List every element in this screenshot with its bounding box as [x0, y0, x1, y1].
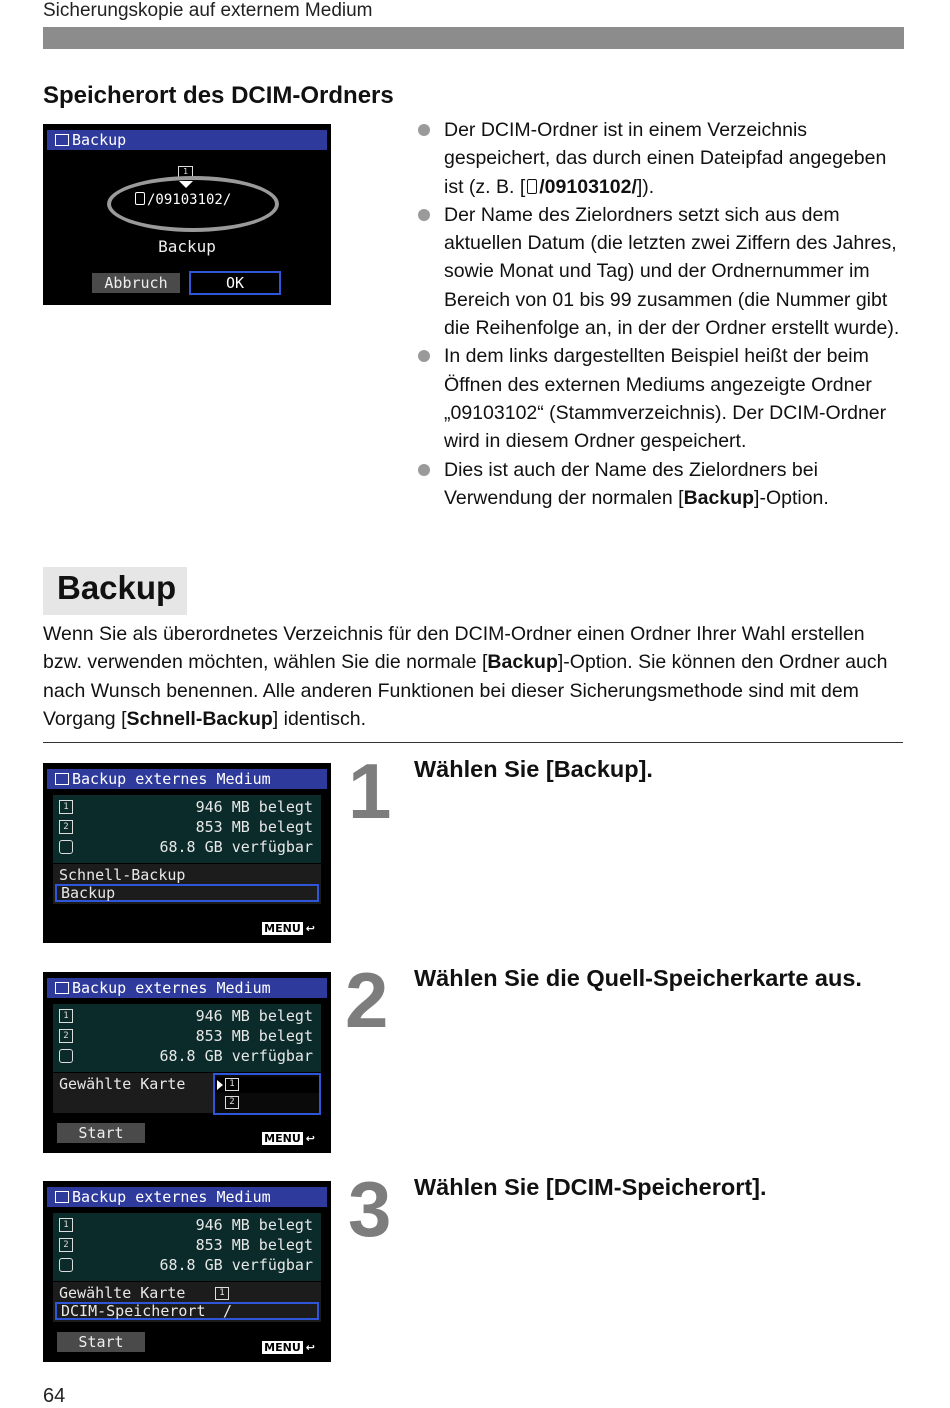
- backup-icon: [55, 134, 69, 146]
- card-icon: [59, 1238, 73, 1252]
- backup-intro: [43, 620, 908, 733]
- path-value: /: [223, 1302, 233, 1320]
- screen-title-bar: [47, 978, 327, 998]
- menu-item-label: Gewählte Karte: [59, 1284, 186, 1302]
- menu-area: [53, 1282, 321, 1322]
- card1-row: [59, 1006, 315, 1026]
- dropdown-option-card-1[interactable]: [215, 1077, 319, 1093]
- drive-icon: [59, 840, 73, 854]
- intro-part-1: Wenn Sie als überordnetes Verzeichnis für den DCIM-Ordner einen Ordner Ihrer Wahl erstellen bzw. verwenden möchten, wählen Sie die normale [: [43, 623, 865, 674]
- camera-screen-step-2: [43, 972, 331, 1153]
- section-title-backup: Backup: [57, 569, 177, 606]
- card2-row: [59, 1026, 315, 1046]
- card-label: 1: [63, 1011, 69, 1021]
- card1-row: [59, 1215, 315, 1235]
- card-icon: [59, 800, 73, 814]
- drive-row: [59, 1046, 315, 1066]
- menu-item-selected-card[interactable]: Gewählte Karte: [59, 1075, 186, 1093]
- drive-icon: [135, 192, 145, 205]
- step-number: 3: [348, 1165, 392, 1253]
- bullet-item: [418, 456, 908, 513]
- bullet-item: [418, 116, 908, 201]
- screen-title-bar: [47, 130, 327, 150]
- start-button[interactable]: [57, 1332, 145, 1352]
- section-title-dcim: Speicherort des DCIM-Ordners: [43, 82, 394, 109]
- option-label: 1: [229, 1079, 235, 1089]
- drive-icon: [59, 1258, 73, 1272]
- drive-free: 68.8 GB verfügbar: [159, 1256, 313, 1274]
- card1-usage: 946 MB belegt: [195, 1007, 313, 1025]
- drive-row: [59, 837, 315, 857]
- menu-item-dcim-location[interactable]: [55, 1302, 319, 1320]
- camera-screen-step-1: [43, 763, 331, 943]
- menu-back-icon: [262, 1132, 315, 1145]
- back-symbol: ↩: [305, 1341, 315, 1354]
- drive-row: [59, 1255, 315, 1275]
- card-label: 2: [63, 1240, 69, 1250]
- bullet-1-a: Der DCIM-Ordner ist in einem Verzeichnis gespeichert, das durch einen Dateipfad angegeben ist (z. B. [: [444, 119, 887, 198]
- dcim-bullet-list: [418, 116, 908, 512]
- page-number: 64: [43, 1385, 66, 1407]
- step-number: 1: [348, 747, 392, 835]
- card-icon: [225, 1096, 239, 1109]
- menu-item-label: DCIM-Speicherort: [61, 1302, 206, 1320]
- bullet-4-a: Dies ist auch der Name des Zielordners bei Verwendung der normalen [: [444, 458, 818, 509]
- divider: [43, 742, 903, 743]
- storage-info-panel: [53, 795, 321, 863]
- screen-title-bar: [47, 769, 327, 789]
- menu-label: MENU: [264, 1341, 301, 1354]
- step-number: 2: [345, 956, 389, 1044]
- screen-title: Backup externes Medium: [72, 1188, 271, 1206]
- step-instruction: Wählen Sie die Quell-Speicherkarte aus.: [414, 965, 862, 991]
- drive-free: 68.8 GB verfügbar: [159, 838, 313, 856]
- bullet-item: Der Name des Zielordners setzt sich aus dem aktuellen Datum (die letzten zwei Ziffern des Jahres, sowie Monat und Tag) und der Ordnernummer im Bereich von 01 bis 99 zusammen (die Nummer gibt die Reihenfolge an, in der der Ordner erstellt wurde).: [418, 201, 908, 342]
- screen-title: Backup: [72, 131, 127, 149]
- back-symbol: ↩: [305, 922, 315, 935]
- menu-back-icon: [262, 1341, 315, 1354]
- bullet-item: In dem links dargestellten Beispiel heißt der beim Öffnen des externen Mediums angezeigte Ordner „09103102“ (Stammverzeichnis). Der DCIM-Ordner wird in diesem Ordner gespeichert.: [418, 342, 908, 455]
- ok-label: OK: [225, 274, 245, 292]
- card-icon: [59, 1009, 73, 1023]
- back-symbol: ↩: [305, 1132, 315, 1145]
- step-instruction: Wählen Sie [DCIM-Speicherort].: [414, 1174, 767, 1200]
- start-label: Start: [78, 1124, 124, 1142]
- card-icon: [59, 1029, 73, 1043]
- card1-usage: 946 MB belegt: [195, 798, 313, 816]
- card-label: 1: [63, 802, 69, 812]
- card-select-dropdown[interactable]: [213, 1073, 321, 1115]
- drive-icon: [59, 1049, 73, 1063]
- cancel-label: Abbruch: [104, 274, 168, 292]
- step-instruction: Wählen Sie [Backup].: [414, 756, 653, 782]
- card2-usage: 853 MB belegt: [195, 818, 313, 836]
- option-label: 2: [229, 1097, 235, 1107]
- card-label: 2: [63, 822, 69, 832]
- menu-label: MENU: [264, 922, 301, 935]
- path-text: /09103102/: [147, 192, 232, 208]
- pointer-icon: [217, 1080, 223, 1090]
- start-button[interactable]: [57, 1123, 145, 1143]
- drive-icon: [527, 179, 537, 194]
- bullet-1-c: ]).: [636, 175, 655, 198]
- start-label: Start: [78, 1333, 124, 1351]
- screen-title-bar: [47, 1187, 327, 1207]
- card2-row: [59, 817, 315, 837]
- card-label: 1: [183, 167, 188, 176]
- folder-path: [135, 192, 231, 208]
- intro-part-3: ] identisch.: [272, 707, 366, 730]
- storage-info-panel: [53, 1004, 321, 1072]
- card2-usage: 853 MB belegt: [195, 1027, 313, 1045]
- running-head: Sicherungskopie auf externem Medium: [43, 0, 373, 21]
- menu-item-selected-card[interactable]: [55, 1284, 319, 1302]
- backup-icon: [55, 982, 69, 994]
- menu-label: MENU: [264, 1132, 301, 1145]
- card-icon: [59, 820, 73, 834]
- card-label: 2: [63, 1031, 69, 1041]
- drive-free: 68.8 GB verfügbar: [159, 1047, 313, 1065]
- card-icon: [225, 1078, 239, 1091]
- menu-item-quick-backup[interactable]: Schnell-Backup: [59, 866, 186, 884]
- screen-label: Backup: [158, 237, 216, 256]
- card-icon: [59, 1218, 73, 1232]
- card2-row: [59, 1235, 315, 1255]
- card1-usage: 946 MB belegt: [195, 1216, 313, 1234]
- menu-back-icon: [262, 922, 315, 935]
- camera-screen-step-3: [43, 1181, 331, 1362]
- storage-info-panel: [53, 1213, 321, 1281]
- card-label: 1: [63, 1220, 69, 1230]
- bullet-4-bold: Backup: [683, 486, 755, 509]
- card-label: 1: [219, 1288, 225, 1298]
- dropdown-option-card-2[interactable]: [215, 1095, 319, 1111]
- bullet-1-path: /09103102/: [539, 175, 637, 198]
- camera-screen-dcim-path: [43, 124, 331, 305]
- intro-bold-1: Backup: [487, 651, 558, 674]
- header-bar: [43, 27, 904, 49]
- card2-usage: 853 MB belegt: [195, 1236, 313, 1254]
- backup-icon: [55, 773, 69, 785]
- screen-title: Backup externes Medium: [72, 979, 271, 997]
- menu-item-backup[interactable]: Backup: [55, 884, 319, 902]
- bullet-4-c: ]-Option.: [754, 486, 829, 509]
- card1-row: [59, 797, 315, 817]
- menu-area: [53, 864, 321, 904]
- intro-bold-2: Schnell-Backup: [126, 707, 273, 730]
- card-icon: [215, 1287, 229, 1300]
- cancel-button[interactable]: [92, 273, 180, 293]
- screen-title: Backup externes Medium: [72, 770, 271, 788]
- backup-icon: [55, 1191, 69, 1203]
- ok-button[interactable]: [189, 271, 281, 295]
- intro-part-2: ]-Option. Sie können den Ordner auch nach Wunsch benennen. Alle anderen Funktionen bei dieser Sicherungsmethode sind mit dem Vorgang [: [43, 651, 888, 730]
